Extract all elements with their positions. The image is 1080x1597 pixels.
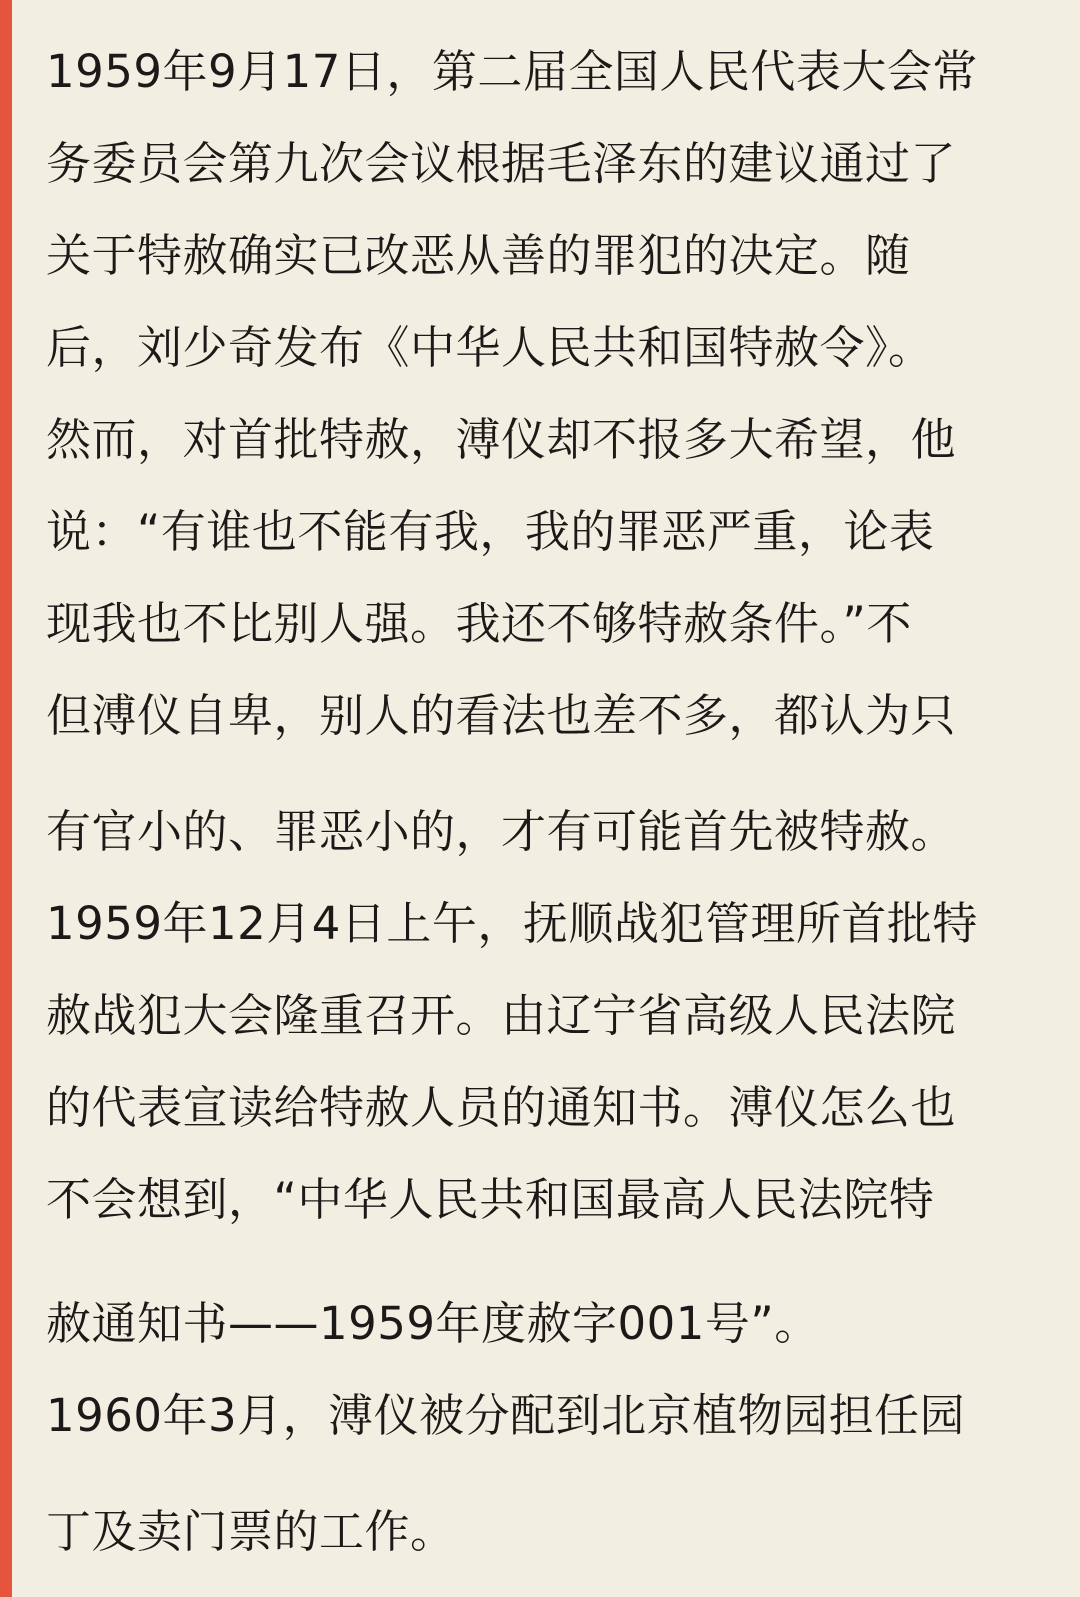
text-line: 但溥仪自卑，别人的看法也差不多，都认为只 [46,689,957,742]
text-line: 后，刘少奇发布《中华人民共和国特赦令》。 [46,321,934,374]
text-line: 的代表宣读给特赦人员的通知书。溥仪怎么也 [46,1081,957,1134]
text-line: 1959年9月17日，第二届全国人民代表大会常 [46,45,978,98]
article-paragraph-2 [46,786,1046,1246]
text-line: 赦战犯大会隆重召开。由辽宁省高级人民法院 [46,989,957,1042]
text-line: 有官小的、罪恶小的，才有可能首先被特赦。 [46,805,957,858]
text-line: 现我也不比别人强。我还不够特赦条件。”不 [46,597,912,650]
text-line: 然而，对首批特赦，溥仪却不报多大希望，他 [46,413,957,466]
text-line: 不会想到，“中华人民共和国最高人民法院特 [46,1173,935,1226]
text-line: 务委员会第九次会议根据毛泽东的建议通过了 [46,137,957,190]
article-paragraph-3 [46,1278,1046,1370]
text-line: 说：“有谁也不能有我，我的罪恶严重，论表 [46,505,935,558]
article-paragraph-5 [46,1486,1046,1578]
text-line: 关于特赦确实已改恶从善的罪犯的决定。随 [46,229,911,282]
text-line: 1960年3月，溥仪被分配到北京植物园担任园 [46,1389,966,1442]
text-line: 赦通知书——1959年度赦字001号”。 [46,1297,820,1350]
left-accent-bar [0,0,12,1597]
article-paragraph-4 [46,1370,1046,1462]
text-line: 丁及卖门票的工作。 [46,1505,456,1558]
text-line: 1959年12月4日上午，抚顺战犯管理所首批特 [46,897,978,950]
article-paragraph-1 [46,26,1046,762]
